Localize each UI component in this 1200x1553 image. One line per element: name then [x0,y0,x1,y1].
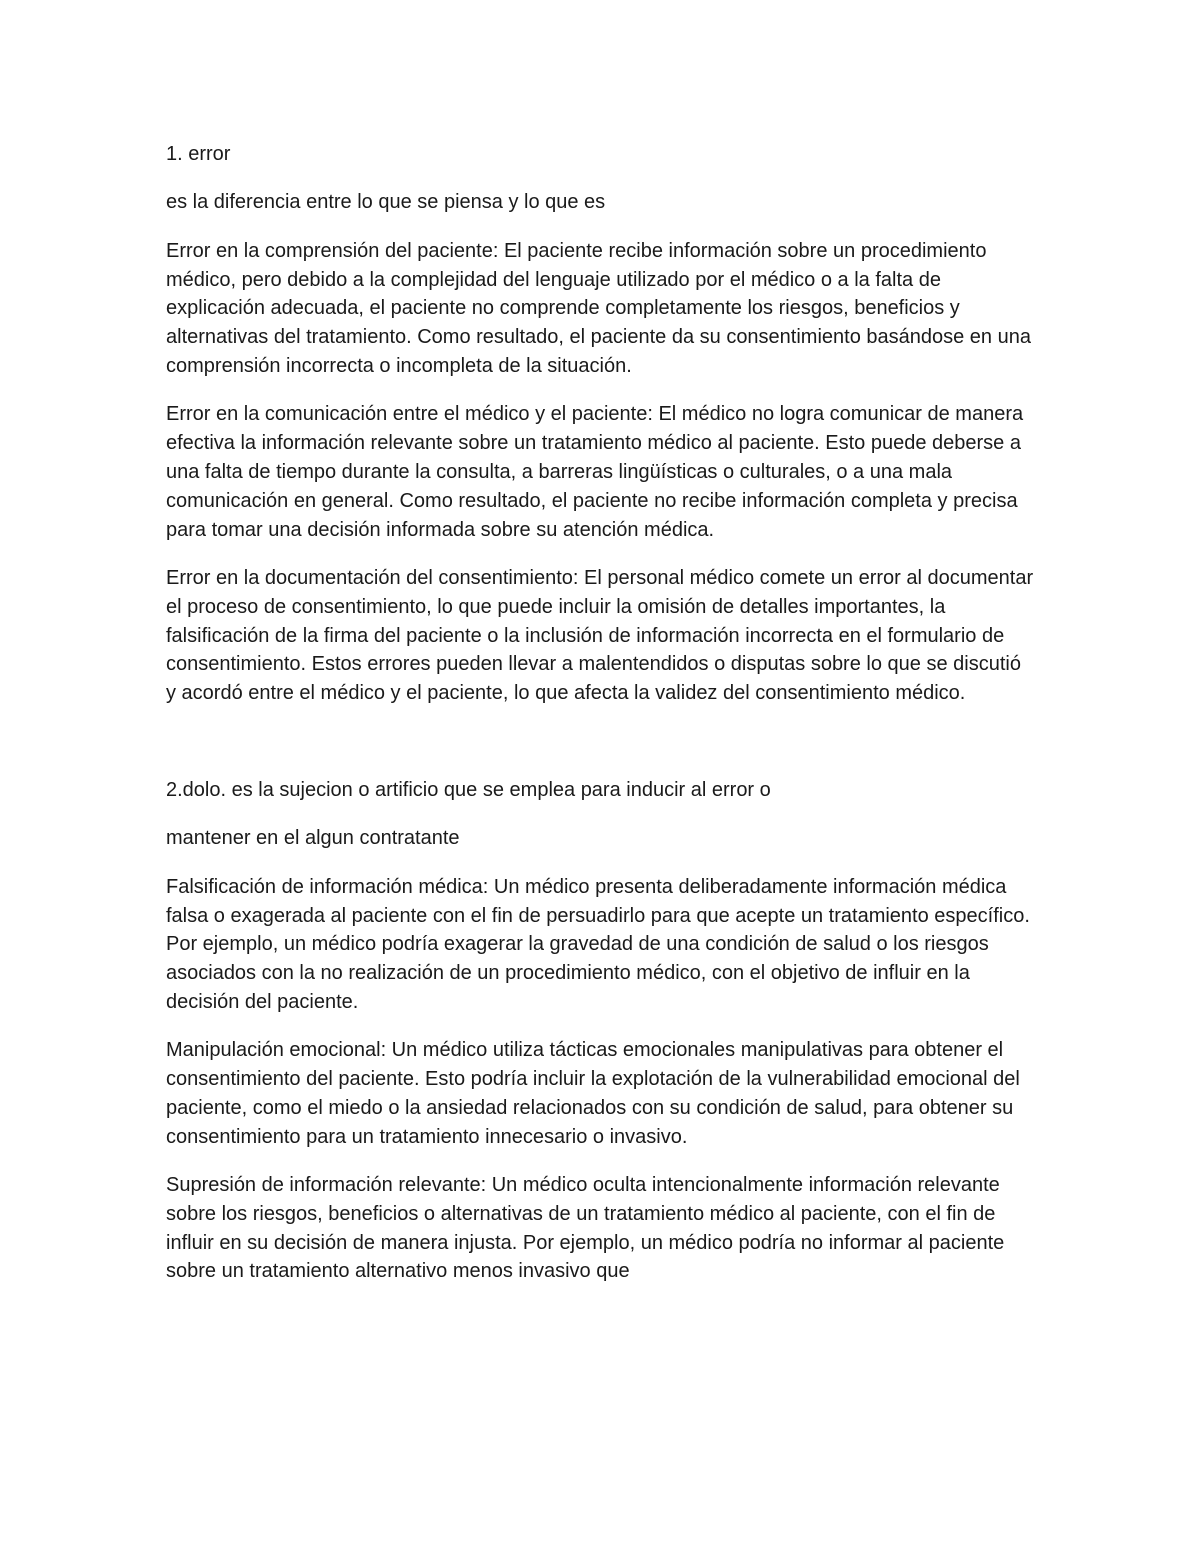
paragraph-error-documentacion: Error en la documentación del consentimiento: El personal médico comete un error al documentar el proceso de consentimiento, lo que puede incluir la omisión de detalles importantes, la falsificación de la firma del paciente o la inclusión de información incorrecta en el formulario de consentimiento. Estos errores pueden llevar a malentendidos o disputas sobre lo que se discutió y acordó entre el médico y el paciente, lo que afecta la validez del consentimiento médico. [166,566,1034,705]
paragraph-falsificacion: Falsificación de información médica: Un médico presenta deliberadamente información médica falsa o exagerada al paciente con el fin de persuadirlo para que acepte un tratamiento específico. Por ejemplo, un médico podría exagerar la gravedad de una condición de salud o los riesgos asociados con la no realización de un procedimiento médico, con el objetivo de influir en la decisión del paciente. [166,875,1030,1013]
heading-error: 1. error [166,143,231,165]
document-body [166,140,1036,1306]
dolo-definition-continued: mantener en el algun contratante [166,827,460,850]
paragraph-manipulacion: Manipulación emocional: Un médico utiliza tácticas emocionales manipulativas para obtener el consentimiento del paciente. Esto podría incluir la explotación de la vulnerabilidad emocional del paciente, como el miedo o la ansiedad relacionados con su condición de salud, para obtener su consentimiento para un tratamiento innecesario o invasivo. [166,1039,1020,1148]
heading-dolo: 2.dolo. es la sujecion o artificio que se emplea para inducir al error o [166,778,771,801]
paragraph-error-comprension: Error en la comprensión del paciente: El paciente recibe información sobre un procedimiento médico, pero debido a la complejidad del lenguaje utilizado por el médico o a la falta de explicación adecuada, el paciente no comprende completamente los riesgos, beneficios y alternativas del tratamiento. Como resultado, el paciente da su consentimiento basándose en una comprensión incorrecta o incompleta de la situación. [166,239,1031,377]
error-definition: es la diferencia entre lo que se piensa y lo que es [166,191,606,214]
paragraph-supresion: Supresión de información relevante: Un médico oculta intencionalmente información relevante sobre los riesgos, beneficios o alternativas de un tratamiento médico al paciente, con el fin de influir en su decisión de manera injusta. Por ejemplo, un médico podría no informar al paciente sobre un tratamiento alternativo menos invasivo que [166,1174,1005,1283]
paragraph-error-comunicacion: Error en la comunicación entre el médico y el paciente: El médico no logra comunicar de manera efectiva la información relevante sobre un tratamiento médico al paciente. Esto puede deberse a una falta de tiempo durante la consulta, a barreras lingüísticas o culturales, o a una mala comunicación en general. Como resultado, el paciente no recibe información completa y precisa para tomar una decisión informada sobre su atención médica. [166,403,1024,541]
